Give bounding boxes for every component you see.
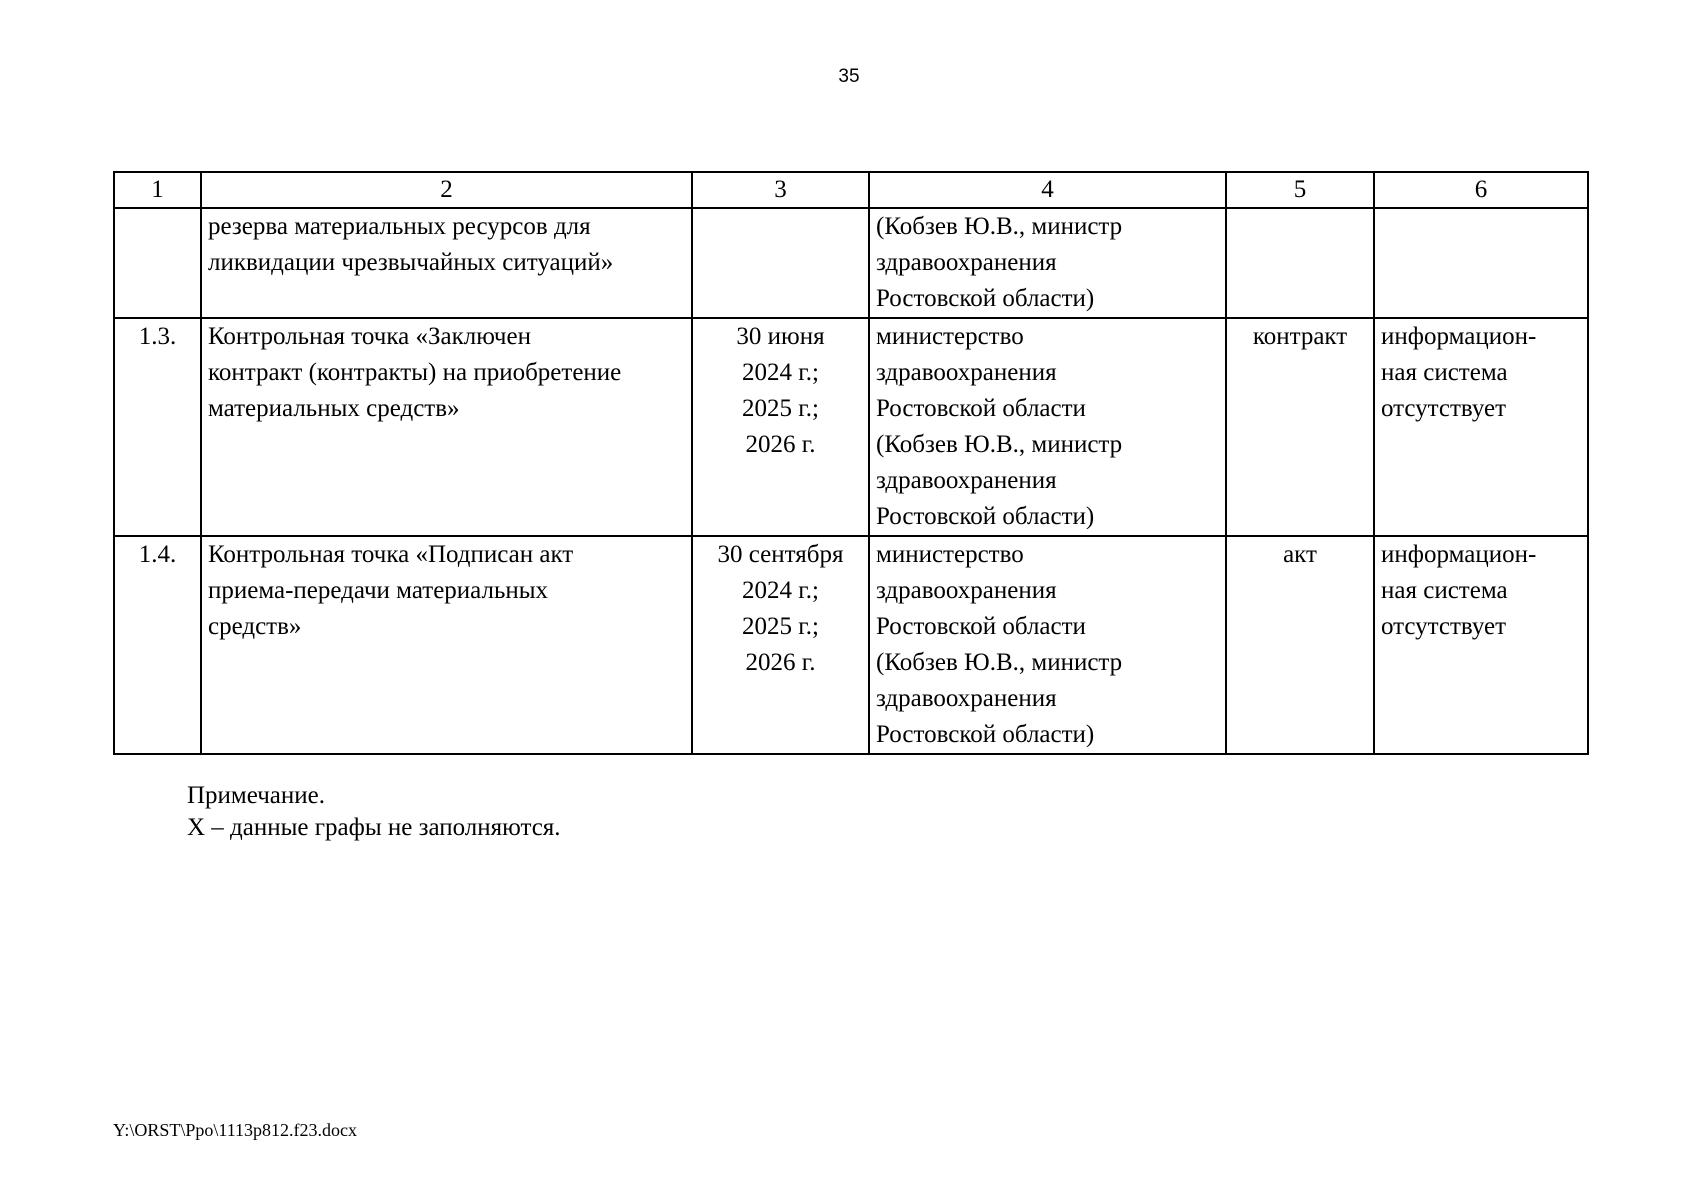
responsible-line: Ростовской области) — [876, 285, 1095, 312]
responsible-line: здравоохранения — [876, 577, 1057, 604]
measure-name-line: ликвидации чрезвычайных ситуаций» — [208, 249, 614, 276]
note-block — [187, 780, 561, 844]
measure-name-line: резерва материальных ресурсов для — [208, 213, 591, 240]
measure-name-cell — [201, 536, 692, 754]
note-text: Х – данные графы не заполняются. — [187, 814, 561, 841]
document-type-cell — [1226, 208, 1374, 318]
responsible-line: (Кобзев Ю.В., министр — [876, 431, 1123, 458]
column-header-6: 6 — [1374, 172, 1588, 208]
date-line: 30 сентября — [717, 541, 844, 568]
date-line: 2024 г.; — [742, 577, 819, 604]
row-number: 1.4. — [138, 541, 177, 568]
date-line: 30 июня — [736, 323, 825, 350]
measure-name-line: контракт (контракты) на приобретение — [208, 359, 622, 386]
date-line: 2025 г.; — [742, 395, 819, 422]
table-header-row — [114, 172, 1588, 208]
responsible-cell — [869, 318, 1226, 536]
measure-name-line: приема-передачи материальных — [208, 577, 549, 604]
responsible-cell — [869, 208, 1226, 318]
document-type: акт — [1283, 541, 1317, 568]
table-row — [114, 208, 1588, 318]
info-system-line: информацион- — [1381, 323, 1537, 350]
document-type-cell — [1226, 318, 1374, 536]
column-header-4: 4 — [869, 172, 1226, 208]
column-header-1: 1 — [114, 172, 201, 208]
responsible-line: Ростовской области — [876, 613, 1086, 640]
row-number-cell — [114, 208, 201, 318]
responsible-line: Ростовской области) — [876, 721, 1095, 748]
responsible-line: здравоохранения — [876, 685, 1057, 712]
date-cell — [692, 208, 869, 318]
info-system-line: отсутствует — [1381, 395, 1507, 422]
responsible-line: Ростовской области) — [876, 503, 1095, 530]
column-header-5: 5 — [1226, 172, 1374, 208]
info-system-line: ная система — [1381, 359, 1508, 386]
date-cell — [692, 536, 869, 754]
column-header-3: 3 — [692, 172, 869, 208]
info-system-cell — [1374, 208, 1588, 318]
date-cell — [692, 318, 869, 536]
info-system-line: ная система — [1381, 577, 1508, 604]
responsible-line: министерство — [876, 323, 1024, 350]
page-number: 35 — [838, 66, 860, 87]
responsible-cell — [869, 536, 1226, 754]
date-line: 2026 г. — [745, 649, 816, 676]
measure-name-line: материальных средств» — [208, 395, 460, 422]
responsible-line: Ростовской области — [876, 395, 1086, 422]
note-title: Примечание. — [187, 782, 326, 809]
measure-name-cell — [201, 208, 692, 318]
date-line: 2024 г.; — [742, 359, 819, 386]
info-system-cell — [1374, 318, 1588, 536]
measure-name-line: Контрольная точка «Подписан акт — [208, 541, 574, 568]
date-line: 2026 г. — [745, 431, 816, 458]
document-type-cell — [1226, 536, 1374, 754]
row-number-cell — [114, 318, 201, 536]
measure-name-line: средств» — [208, 613, 302, 640]
column-header-2: 2 — [201, 172, 692, 208]
info-system-line: отсутствует — [1381, 613, 1507, 640]
measure-name-cell — [201, 318, 692, 536]
responsible-line: здравоохранения — [876, 467, 1057, 494]
responsible-line: здравоохранения — [876, 359, 1057, 386]
table-row — [114, 318, 1588, 536]
responsible-line: (Кобзев Ю.В., министр — [876, 649, 1123, 676]
control-points-table — [113, 171, 1589, 755]
document-file-path: Y:\ORST\Ppo\1113p812.f23.docx — [113, 1120, 358, 1140]
info-system-cell — [1374, 536, 1588, 754]
responsible-line: министерство — [876, 541, 1024, 568]
responsible-line: здравоохранения — [876, 249, 1057, 276]
date-line: 2025 г.; — [742, 613, 819, 640]
document-type: контракт — [1252, 323, 1348, 350]
row-number: 1.3. — [138, 323, 177, 350]
info-system-line: информацион- — [1381, 541, 1537, 568]
table-row — [114, 536, 1588, 754]
responsible-line: (Кобзев Ю.В., министр — [876, 213, 1123, 240]
measure-name-line: Контрольная точка «Заключен — [208, 323, 531, 350]
row-number-cell — [114, 536, 201, 754]
